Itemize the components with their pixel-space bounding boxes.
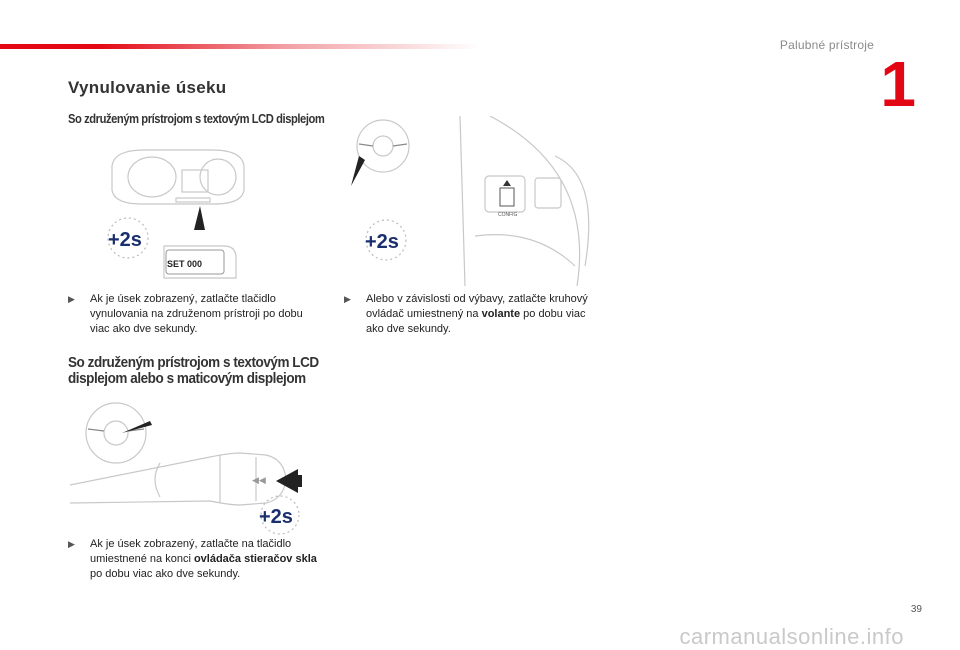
wiper-control-icon: ◀◀	[252, 476, 266, 486]
hold-2s-badge: +2s	[108, 229, 142, 251]
page-title: Vynulovanie úseku	[68, 78, 227, 97]
subtitle-lcd-matrix: So združeným prístrojom s textovým LCD displejom alebo s maticovým displejom	[68, 354, 319, 387]
instruction-cluster-button: ▶ Ak je úsek zobrazený, zatlačte tlačidlo vynulovania na združenom prístroji po dobu viac ako dve sekundy.	[68, 293, 303, 335]
accent-bar	[0, 44, 480, 49]
chapter-number: 1	[880, 48, 916, 120]
hold-2s-badge: +2s	[259, 506, 293, 528]
watermark: carmanualsonline.info	[679, 624, 904, 649]
hold-2s-badge: +2s	[365, 231, 399, 253]
page-number: 39	[910, 604, 922, 615]
steering-wheel-illustration	[345, 116, 600, 286]
bullet-arrow-icon: ▶	[344, 294, 351, 304]
set-display: SET 000	[167, 259, 203, 269]
instruction-wiper-stalk: ▶ Ak je úsek zobrazený, zatlačte na tlačidlo umiestnené na konci ovládača stieračov skla po dobu viac ako dve sekundy.	[68, 538, 317, 580]
instrument-cluster-illustration	[104, 146, 250, 286]
wiper-stalk-illustration	[70, 395, 310, 535]
subtitle-lcd: So združeným prístrojom s textovým LCD displejom	[68, 111, 325, 126]
config-label: CONFIG	[498, 212, 518, 218]
bullet-arrow-icon: ▶	[68, 539, 75, 549]
bullet-arrow-icon: ▶	[68, 294, 75, 304]
section-label: Palubné prístroje	[779, 38, 874, 52]
instruction-steering-knob: ▶ Alebo v závislosti od výbavy, zatlačte kruhový ovládač umiestnený na volante po dobu viac ako dve sekundy.	[344, 293, 588, 335]
